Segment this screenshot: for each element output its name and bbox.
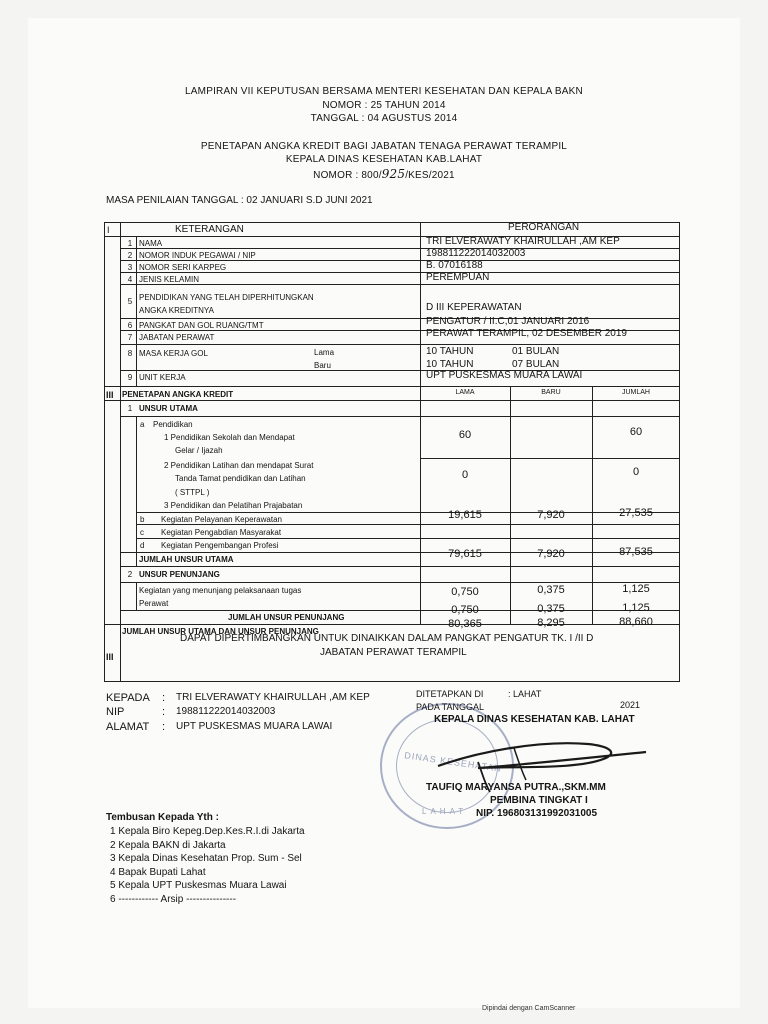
item-d-label: Kegiatan Pengembangan Profesi xyxy=(161,541,279,550)
row-number: 5 xyxy=(127,297,133,306)
row-number: 1 xyxy=(127,239,133,248)
kepada-value: TRI ELVERAWATY KHAIRULLAH ,AM KEP xyxy=(176,692,370,703)
signatory-rank: PEMBINA TINGKAT I xyxy=(490,795,588,806)
row-label: NAMA xyxy=(139,239,163,248)
unsur-penunjang-label: UNSUR PENUNJANG xyxy=(139,570,220,579)
tembusan-item: 1 Kepala Biro Kepeg.Dep.Kes.R.I.di Jakarta xyxy=(110,826,305,837)
item-b-letter: b xyxy=(140,515,145,524)
pendidikan-3: 3 Pendidikan dan Pelatihan Prajabatan xyxy=(164,501,303,510)
kegiatan-penunjang-line1: Kegiatan yang menunjang pelaksanaan tugas xyxy=(139,586,302,595)
row-number: 2 xyxy=(127,251,133,260)
section-roman-3: III xyxy=(106,652,114,662)
row-number: 4 xyxy=(127,275,133,284)
unsur-utama-label: UNSUR UTAMA xyxy=(139,404,198,413)
b-baru: 7,920 xyxy=(537,509,565,521)
total-lama: 80,365 xyxy=(448,618,482,630)
masa-kerja-lama-bulan: 01 BULAN xyxy=(512,346,560,357)
pada-tanggal-label: PADA TANGGAL xyxy=(416,702,485,712)
pada-tanggal-year: 2021 xyxy=(620,700,641,710)
pendidikan-1-line1: 1 Pendidikan Sekolah dan Mendapat xyxy=(164,433,295,442)
b-jumlah: 27,535 xyxy=(619,507,653,519)
masa-kerja-baru-tahun: 10 TAHUN xyxy=(426,359,474,370)
title-line-2: KEPALA DINAS KESEHATAN KAB.LAHAT xyxy=(285,154,483,165)
row-value: B. 07016188 xyxy=(426,260,483,271)
row-value: PERAWAT TERAMPIL, 02 DESEMBER 2019 xyxy=(426,328,627,339)
col-jumlah-header: JUMLAH xyxy=(621,389,650,396)
row-label: PANGKAT DAN GOL RUANG/TMT xyxy=(139,321,264,330)
item-a-letter: a xyxy=(140,420,145,429)
row-number: 3 xyxy=(127,263,133,272)
stamp-text-lower: LAHAT xyxy=(422,807,468,816)
p1-lama: 60 xyxy=(458,429,472,441)
tembusan-item: 2 Kepala BAKN di Jakarta xyxy=(110,839,226,851)
alamat-value: UPT PUSKESMAS MUARA LAWAI xyxy=(176,721,333,732)
nip-value: 198811222014032003 xyxy=(176,706,276,717)
item-c-letter: c xyxy=(140,528,144,537)
kp-lama: 0,750 xyxy=(451,586,479,598)
section-roman-1: I xyxy=(107,225,110,235)
item-d-letter: d xyxy=(140,541,145,550)
ditetapkan-label: DITETAPKAN DI xyxy=(416,689,484,699)
colon: : xyxy=(162,706,166,718)
row-label: PENDIDIKAN YANG TELAH DIPERHITUNGKAN xyxy=(139,293,314,302)
masa-penilaian: MASA PENILAIAN TANGGAL : 02 JANUARI S.D JUNI 2021 xyxy=(106,195,373,206)
row-label: NOMOR INDUK PEGAWAI / NIP xyxy=(139,251,256,260)
ditetapkan-value: : LAHAT xyxy=(508,689,542,699)
tembusan-item: 5 Kepala UPT Puskesmas Muara Lawai xyxy=(110,880,287,891)
item-a-label: Pendidikan xyxy=(153,420,193,429)
row-value: PENGATUR / II.C,01 JANUARI 2016 xyxy=(426,316,590,327)
section-roman-2: III xyxy=(106,390,114,400)
col-baru-header: BARU xyxy=(541,389,561,396)
row-label: JENIS KELAMIN xyxy=(139,275,200,284)
tembusan-item: 4 Bapak Bupati Lahat xyxy=(110,866,206,878)
masa-kerja-label: MASA KERJA GOL xyxy=(139,349,208,358)
tembusan-item: 3 Kepala Dinas Kesehatan Prop. Sum - Sel xyxy=(110,853,302,864)
nomor-suffix: /KES/2021 xyxy=(405,170,455,181)
ju-lama: 79,615 xyxy=(448,548,482,560)
ju-baru: 7,920 xyxy=(537,548,565,560)
kegiatan-penunjang-line2: Perawat xyxy=(139,599,169,608)
jp-jumlah: 1,125 xyxy=(622,602,650,614)
conclusion-line-1: DAPAT DIPERTIMBANGKAN UNTUK DINAIKKAN DALAM PANGKAT PENGATUR TK. I /II D xyxy=(180,633,594,644)
p1-jumlah: 60 xyxy=(629,426,643,438)
b-lama: 19,615 xyxy=(448,509,482,521)
stamp-text: DINAS KESEHATAN xyxy=(403,750,503,774)
item-c-label: Kegiatan Pengabdian Masyarakat xyxy=(161,528,282,537)
pendidikan-2-line1: 2 Pendidikan Latihan dan mendapat Surat xyxy=(164,461,314,470)
colon: : xyxy=(162,692,166,704)
penetapan-label: PENETAPAN ANGKA KREDIT xyxy=(122,390,234,399)
title-line-1: PENETAPAN ANGKA KREDIT BAGI JABATAN TENAGA PERAWAT TERAMPIL xyxy=(200,141,568,152)
row-label-continued: ANGKA KREDITNYA xyxy=(139,306,214,315)
tembusan-item: 6 ------------ Arsip --------------- xyxy=(110,893,237,905)
header-line-2: NOMOR : 25 TAHUN 2014 xyxy=(322,100,446,111)
signatory-nip: NIP. 196803131992031005 xyxy=(476,808,598,819)
pendidikan-2-line3: ( STTPL ) xyxy=(175,488,210,497)
row-label: JABATAN PERAWAT xyxy=(139,333,215,342)
masa-kerja-baru-label: Baru xyxy=(314,361,331,370)
total-jumlah: 88,660 xyxy=(619,616,653,628)
nomor-prefix: NOMOR : 800/ xyxy=(313,170,382,181)
item-b-label: Kegiatan Pelayanan Keperawatan xyxy=(161,515,282,524)
row-label: UNIT KERJA xyxy=(139,373,186,382)
masa-kerja-lama-label: Lama xyxy=(314,348,335,357)
total-baru: 8,295 xyxy=(537,617,565,629)
kepada-label: KEPADA xyxy=(106,692,150,704)
row-value: PEREMPUAN xyxy=(426,272,490,283)
ju-jumlah: 87,535 xyxy=(619,546,653,558)
row-value: TRI ELVERAWATY KHAIRULLAH ,AM KEP xyxy=(426,236,620,247)
alamat-label: ALAMAT xyxy=(106,721,150,733)
row-number: 9 xyxy=(127,373,133,382)
tembusan-title: Tembusan Kepada Yth : xyxy=(106,812,219,823)
unsur-utama-number: 1 xyxy=(127,404,133,413)
kp-jumlah: 1,125 xyxy=(622,583,650,595)
row-value: UPT PUSKESMAS MUARA LAWAI xyxy=(426,370,583,381)
office-title: KEPALA DINAS KESEHATAN KAB. LAHAT xyxy=(434,714,635,725)
p2-lama: 0 xyxy=(461,469,469,481)
masa-kerja-baru-bulan: 07 BULAN xyxy=(512,359,560,370)
jumlah-unsur-utama-label: JUMLAH UNSUR UTAMA xyxy=(139,555,234,564)
keterangan-header: KETERANGAN xyxy=(175,224,244,235)
row-number: 8 xyxy=(127,349,133,358)
nomor-line xyxy=(0,167,768,181)
row-number: 7 xyxy=(127,333,133,342)
penunjang-number: 2 xyxy=(127,570,133,579)
header-line-3: TANGGAL : 04 AGUSTUS 2014 xyxy=(310,113,458,124)
nomor-handwritten: 925 xyxy=(381,167,406,181)
nip-label: NIP xyxy=(106,706,125,718)
row-number: 6 xyxy=(127,321,133,330)
col-lama-header: LAMA xyxy=(455,389,475,396)
conclusion-line-2: JABATAN PERAWAT TERAMPIL xyxy=(320,647,467,658)
jumlah-penunjang-label: JUMLAH UNSUR PENUNJANG xyxy=(228,613,345,622)
pendidikan-2-line2: Tanda Tamat pendidikan dan Latihan xyxy=(175,474,306,483)
row-value: D III KEPERAWATAN xyxy=(426,302,522,313)
header-line-1: LAMPIRAN VII KEPUTUSAN BERSAMA MENTERI KESEHATAN DAN KEPALA BAKN xyxy=(185,86,583,97)
row-value: 198811222014032003 xyxy=(426,248,526,259)
masa-kerja-lama-tahun: 10 TAHUN xyxy=(426,346,474,357)
scanner-footer: Dipindai dengan CamScanner xyxy=(482,1005,576,1012)
total-label: JUMLAH UNSUR UTAMA DAN UNSUR PENUNJANG xyxy=(122,627,319,636)
perorangan-header: PERORANGAN xyxy=(508,222,580,233)
p2-jumlah: 0 xyxy=(632,466,640,478)
pendidikan-1-line2: Gelar / Ijazah xyxy=(175,446,223,455)
colon: : xyxy=(162,721,166,733)
kp-baru: 0,375 xyxy=(537,584,565,596)
jp-baru: 0,375 xyxy=(537,603,565,615)
row-label: NOMOR SERI KARPEG xyxy=(139,263,227,272)
jp-lama: 0,750 xyxy=(451,604,479,616)
signatory-name: TAUFIQ MARYANSA PUTRA.,SKM.MM xyxy=(426,782,606,793)
